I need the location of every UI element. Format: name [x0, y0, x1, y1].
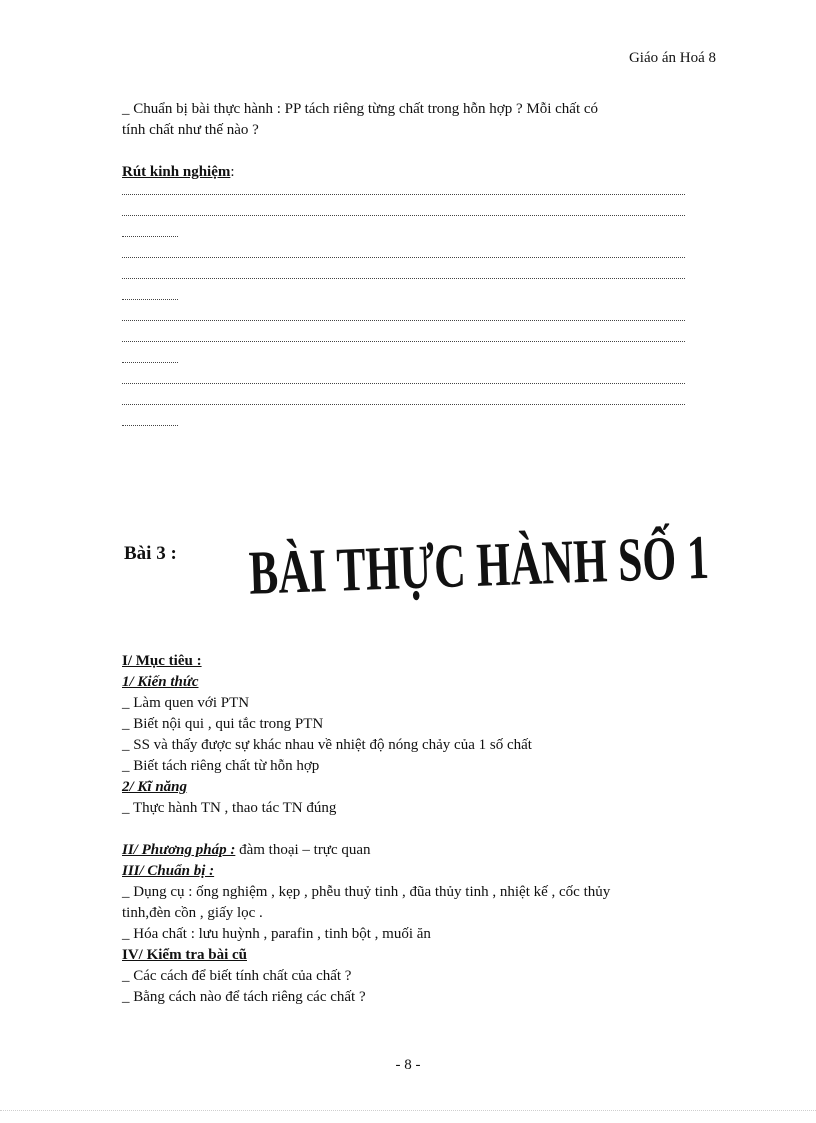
objectives-heading: [122, 651, 202, 672]
list-item: _ Biết nội qui , qui tắc trong PTN: [122, 716, 324, 732]
blank-line: [122, 362, 178, 364]
review-heading-text: IV/ Kiểm tra bài cũ: [122, 947, 247, 963]
page-bottom-divider: [0, 1110, 816, 1112]
skills-heading: [122, 777, 187, 798]
blank-line: [122, 194, 685, 196]
lesson-title: BÀI THỰC HÀNH SỐ 1: [247, 521, 778, 609]
page-number: - 8 -: [395, 1057, 421, 1073]
blank-line: [122, 341, 685, 343]
blank-line: [122, 320, 685, 322]
blank-line: [122, 215, 685, 217]
review-heading: [122, 945, 247, 966]
list-item: _ Biết tách riêng chất từ hỗn hợp: [122, 758, 320, 774]
lesson-label: Bài 3 :: [124, 543, 177, 564]
blank-line: [122, 425, 178, 427]
chemicals-line: _ Hóa chất : lưu huỳnh , parafin , tinh bột , muối ăn: [122, 926, 431, 942]
lesson-title-wordart: [244, 521, 778, 612]
list-item: _ Thực hành TN , thao tác TN đúng: [122, 800, 337, 816]
blank-line: [122, 383, 685, 385]
blank-line: [122, 278, 685, 280]
experience-heading: [122, 162, 235, 183]
knowledge-heading: [122, 672, 199, 693]
skills-heading-text: 2/ Kĩ năng: [122, 779, 188, 795]
objectives-heading-text: I/ Mục tiêu :: [122, 653, 202, 669]
experience-heading-colon: :: [230, 164, 235, 180]
list-item: _ Làm quen với PTN: [122, 695, 250, 711]
knowledge-heading-text: 1/ Kiến thức: [122, 674, 199, 690]
prep-line-1: _ Chuẩn bị bài thực hành : PP tách riêng từng chất trong hỗn hợp ? Mỗi chất có: [122, 101, 599, 117]
method-heading: II/ Phương pháp :: [122, 842, 236, 858]
method-value: đàm thoại – trực quan: [235, 842, 371, 858]
list-item: _ Các cách để biết tính chất của chất ?: [122, 968, 352, 984]
list-item: _ SS và thấy được sự khác nhau về nhiệt độ nóng chảy của 1 số chất: [122, 737, 532, 753]
tools-line-2: tinh,đèn cồn , giấy lọc .: [122, 905, 263, 921]
experience-heading-text: Rút kinh nghiệm: [122, 164, 231, 180]
blank-line: [122, 404, 685, 406]
preparation-heading-text: III/ Chuẩn bị :: [122, 863, 215, 879]
blank-line: [122, 299, 178, 301]
blank-line: [122, 236, 178, 238]
prep-line-2: tính chất như thế nào ?: [122, 122, 259, 138]
method-line: [122, 840, 371, 861]
tools-line-1: _ Dụng cụ : ống nghiệm , kẹp , phễu thuỷ tinh , đũa thủy tinh , nhiệt kế , cốc thủy: [122, 884, 611, 900]
list-item: _ Bằng cách nào để tách riêng các chất ?: [122, 989, 366, 1005]
blank-line: [122, 257, 685, 259]
preparation-heading: [122, 861, 214, 882]
page-header: Giáo án Hoá 8: [628, 50, 716, 66]
